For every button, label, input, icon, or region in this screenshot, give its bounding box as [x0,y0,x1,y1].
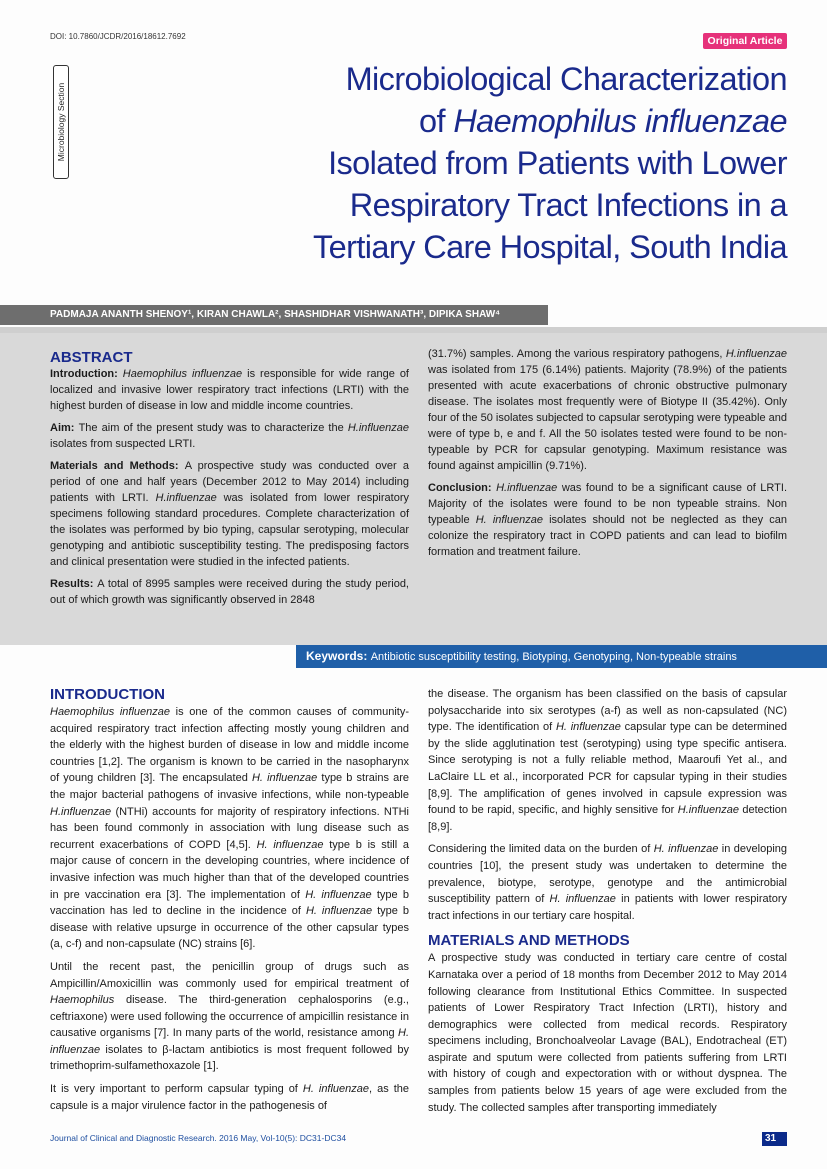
paragraph [428,480,787,560]
text-run: type b vaccination has led to decline in the incidence of [50,888,409,918]
text-run: isolates should not be neglected as they can colonize the respiratory tract in COPD patients and can lead to biofilm formation and treatment failure. [428,514,787,558]
methods-heading: MATERIALS AND METHODS [428,932,630,950]
italic-term: Haemophilus [50,994,115,1007]
text-run: isolates to β-lactam antibiotics is most frequent followed by trimethoprim-sulfamethoxazole [1]. [50,1043,409,1073]
italic-term: Haemophilus influenzae [50,706,170,718]
paragraph [428,950,787,1116]
text-run: in patients with lower respiratory tract infections in our tertiary care hospital. [428,893,787,922]
paragraph [50,704,409,953]
introduction-continued [428,686,787,924]
text-run: type b is still a major cause of concern in the developing countries, where incidence of invasive infection was much higher than that of the developed countries in pre vaccination era [3]. The implementation of [50,838,410,901]
italic-term: H.influenzae [50,805,112,818]
body-right-column [428,686,787,1122]
text-run: (31.7%) samples. Among the various respiratory pathogens, [428,348,726,360]
title-line [227,100,787,142]
paragraph [428,841,787,924]
italic-term: H.influenzae [725,348,787,360]
italic-term: H.influenzae [677,804,739,817]
title-line: Tertiary Care Hospital, South India [313,229,787,265]
abstract-left-column [50,366,409,614]
doi: DOI: 10.7860/JCDR/2016/18612.7692 [50,32,186,41]
text-run: isolates from suspected LRTI. [50,438,196,450]
text-run: is one of the common causes of community-acquired respiratory tract infection affecting mostly young children and the elderly with the highest burden of disease in low and middle income countries [1,2]. The organism is known to be carried in the nasopharynx of young children [3]. The encapsulated [50,706,409,785]
paragraph-label: Results: [50,578,98,590]
title-line: Isolated from Patients with Lower [328,145,787,181]
text-run: type b strains are the major bacterial pathogens of invasive infections, while non-typeable [50,772,409,801]
paragraph-label: Materials and Methods: [50,460,185,472]
text-run: in developing countries [10], the present study was undertaken to determine the prevalence, biotype, serotype, genotype and the antimicrobial susceptibility pattern of [428,843,787,906]
text-run: capsular type can be determined by the slide agglutination test (serotyping) using type specific antisera. Since serotyping is not a fully reliable method, Maaroufi Yet al., and LaClaire LL et al., incorporated PCR for capsular typing in their studies [8,9]. The amplification of genes involved in capsule expression was found to be rapid, specific, and highly sensitive for [428,721,787,817]
text-run: A prospective study was conducted over a period of one and half years (December 2012 to May 2014) including patients with LRTI. [50,460,410,504]
title-line: Microbiological Characterization [345,61,787,97]
paragraph [428,346,787,474]
introduction-text [50,704,409,1114]
text-run: was isolated from 175 (6.14%) patients. Majority (78.9%) of the patients presented with acute exacerbations of chronic obstructive pulmonary disease. The isolates most frequently were of Biotype II (35.42%). Only four of the 50 isolates subjected to capsular serotyping were typeable and were of type b, e and f. All the 50 isolates tested were found to be non-typeable by PCR for capsular genotyping. Maximum resistance was found against ampicillin (9.71%). [428,364,787,472]
text-run: Considering the limited data on the burden of [428,843,654,856]
introduction-heading: INTRODUCTION [50,686,165,703]
paragraph [50,576,409,608]
paragraph [50,366,409,414]
italic-term: H. influenzae [653,843,719,856]
paragraph-label: Aim: [50,422,79,434]
keywords-text: Antibiotic susceptibility testing, Biotyping, Genotyping, Non-typeable strains [370,651,737,663]
text-run: Until the recent past, the penicillin group of drugs such as Ampicillin/Amoxicillin was commonly used for empirical treatment of [50,960,409,990]
italic-term: H. influenzae [555,721,621,734]
paragraph-label: Introduction: [50,368,123,380]
abstract-heading: ABSTRACT [50,349,133,366]
author-list: PADMAJA ANANTH SHENOY¹, KIRAN CHAWLA², SHASHIDHAR VISHWANATH³, DIPIKA SHAW⁴ [0,305,548,325]
section-tag [53,65,69,179]
text-run: was isolated from lower respiratory specimens following standard procedures. Complete characterization of the isolates was performed by bio typing, capsular serotyping, molecular genotyping and antibiotic susceptibility testing. The predisposing factors and clinical presentation were studied in the infected patients. [50,492,409,568]
text-run: A total of 8995 samples were received during the study period, out of which growth was significantly observed in 2848 [50,578,409,606]
text-run: disease. The third-generation cephalosporins (e.g., ceftriaxone) were used following the occurrence of ampicillin resistance in causative organisms [7]. In many parts of the world, resistance among [50,994,409,1040]
article-title [227,58,787,268]
body-left-column [50,686,409,1120]
text-run: of [418,103,454,139]
page-number: 31 [762,1132,787,1146]
italic-term: H.influenzae [155,492,217,504]
text-run: was found to be a significant cause of LRTI. Majority of the isolates were found to be non typeable strains. Non typeable [428,482,787,526]
italic-term: H. influenzae [475,514,543,526]
text-run: The aim of the present study was to characterize the [78,422,348,434]
paragraph [50,959,409,1075]
paragraph [50,1081,409,1114]
paragraph [50,458,409,570]
italic-term: H.influenzae [496,482,558,494]
abstract-box [0,327,827,645]
abstract-right-column [428,346,787,566]
text-run: type b disease with relative upsurge in occurrence of the other capsular types (a, c-f) and non-capsulate (NC) strains [6]. [50,905,409,951]
italic-term: Haemophilus influenzae [122,368,243,380]
keywords-label: Keywords: [306,649,371,663]
text-run: is responsible for wide range of localized and invasive lower respiratory tract infections (LRTI) with the highest burden of disease in low and middle income countries. [50,368,409,412]
italic-term: H. influenzae [305,888,372,901]
text-run: the disease. The organism has been classified on the basis of capsular polysaccharide into six serotypes (a-f) as well as non-capsulated (NC) type. The identification of [428,688,787,734]
text-run: A prospective study was conducted in tertiary care centre of costal Karnataka over a period of 18 months from December 2012 to May 2014 following clearance from Institutional Ethics Committee. In suspected patients of Lower Respiratory Tract Infection (LRTI), history and demographics were collected from medical records. Respiratory specimens including, Bronchoalveolar Lavage (BAL), Endotracheal (ET) aspirate and sputum were collected from patients suffering from LRTI with history of cough and expectoration with or without dyspnea. The samples from patients below 15 years of age were excluded from the study. The collected samples after transporting immediately [428,952,787,1114]
italic-term: H. influenzae [305,905,373,918]
keywords-bar [296,645,827,668]
italic-term: Haemophilus influenzae [453,103,787,139]
italic-term: H. influenzae [50,1027,409,1056]
section-label: Microbiology Section [56,82,66,162]
italic-term: H. influenzae [256,838,324,851]
italic-term: H. influenzae [549,893,616,906]
text-run: It is very important to perform capsular typing of [50,1083,303,1096]
paragraph [50,420,409,452]
text-run: (NTHi) accounts for majority of respiratory infections. NTHi has been found commonly in association with lung disease such as recurrent exacerbations of COPD [4,5]. [50,805,409,851]
methods-text [428,950,787,1116]
journal-citation: Journal of Clinical and Diagnostic Research. 2016 May, Vol-10(5): DC31-DC34 [50,1133,347,1143]
paragraph-label: Conclusion: [428,482,497,494]
article-type-badge: Original Article [703,33,787,49]
paragraph [428,686,787,835]
text-run: detection [8,9]. [428,804,788,833]
italic-term: H. influenzae [251,772,318,785]
text-run: , as the capsule is a major virulence factor in the pathogenesis of [50,1083,409,1112]
italic-term: H.influenzae [347,422,410,434]
title-line: Respiratory Tract Infections in a [349,187,787,223]
italic-term: H. influenzae [302,1083,370,1096]
